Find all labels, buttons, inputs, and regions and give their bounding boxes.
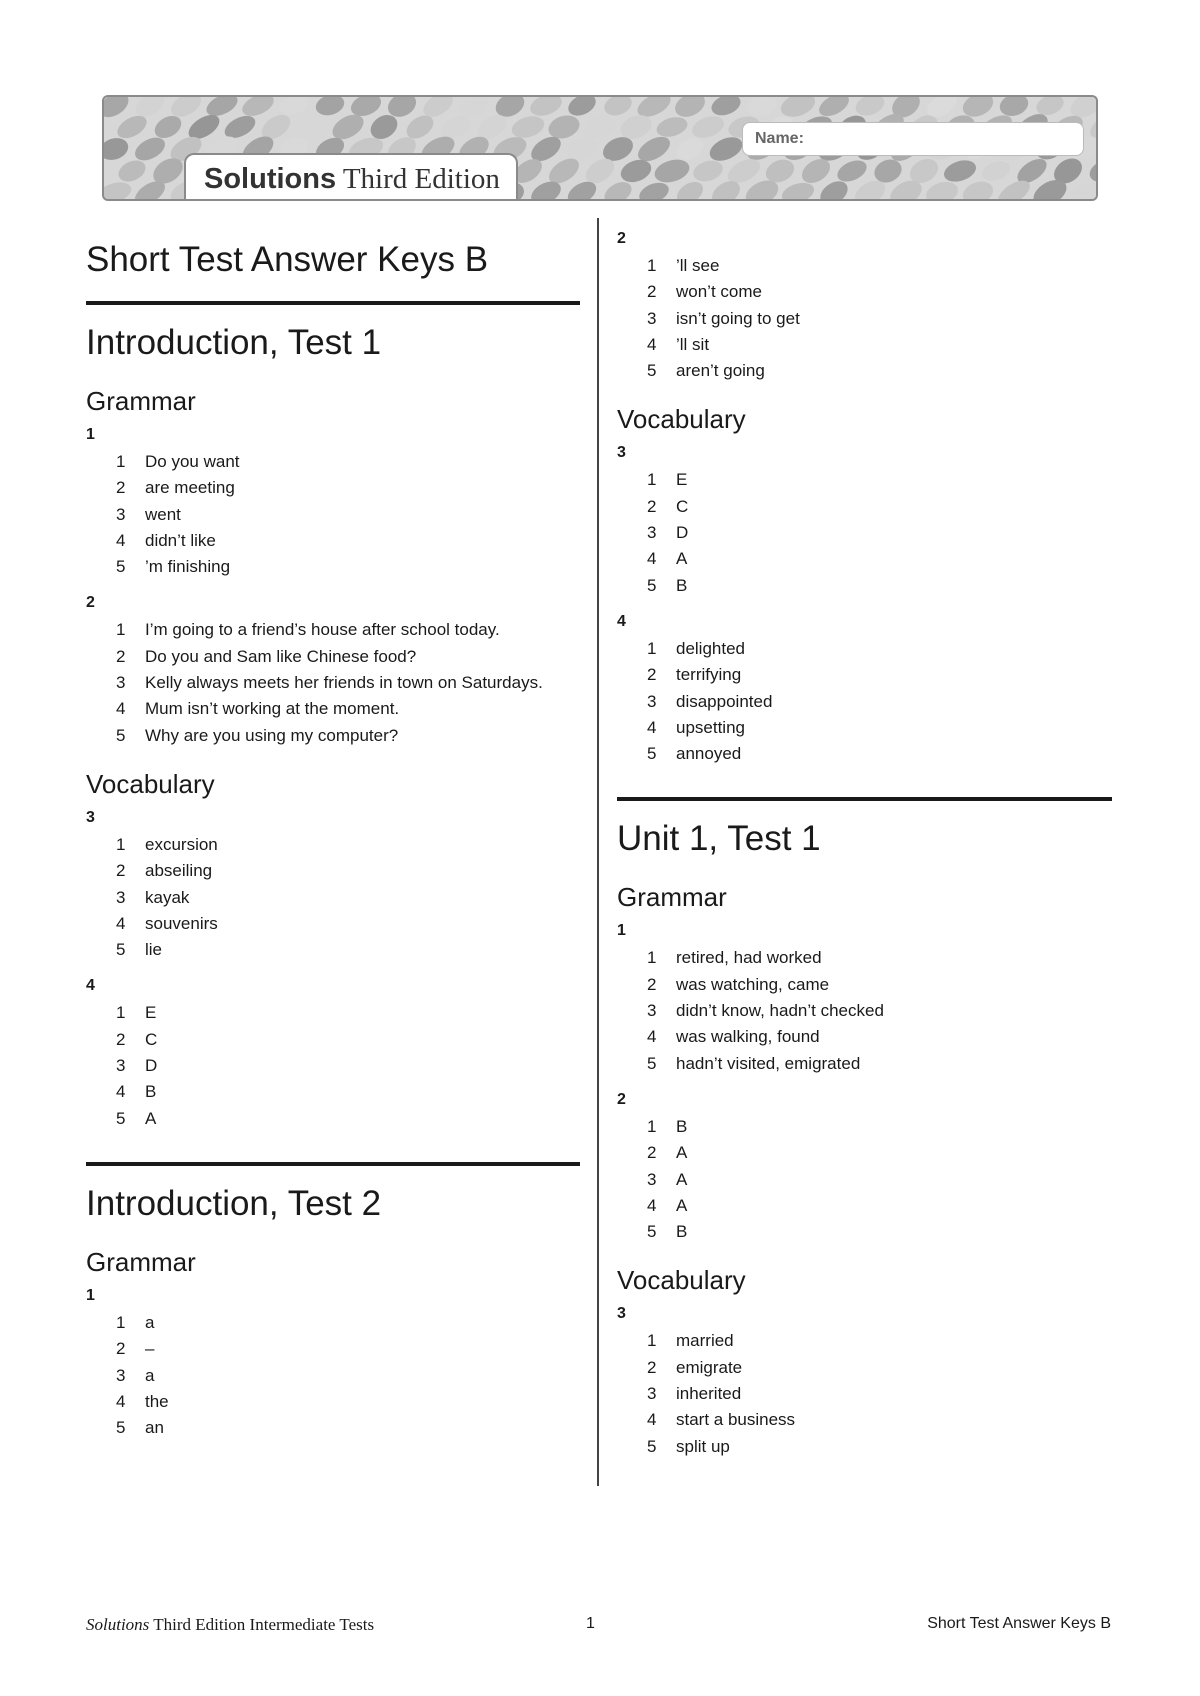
answer-number: 4 — [116, 913, 126, 933]
answer-number: 1 — [116, 452, 126, 471]
answer-list — [617, 945, 1112, 1076]
footer-book-title — [86, 1615, 374, 1635]
answer-text: went — [145, 504, 181, 524]
answer-text: a — [145, 1365, 155, 1385]
answer-item — [86, 1079, 580, 1105]
pebble-shape — [277, 97, 310, 118]
answer-item — [86, 723, 580, 749]
answer-number: 1 — [647, 1116, 657, 1136]
answer-text: abseiling — [145, 861, 213, 881]
answer-text: A — [676, 1169, 688, 1189]
answer-item — [86, 1000, 580, 1026]
answer-item — [617, 689, 1112, 715]
answer-number: 4 — [116, 699, 126, 719]
answer-text: C — [676, 496, 689, 516]
answer-item — [86, 858, 580, 884]
answer-text: ’m finishing — [145, 557, 231, 577]
answer-item — [617, 945, 1112, 971]
answer-number: 4 — [647, 1027, 657, 1047]
answer-item — [617, 1051, 1112, 1077]
answer-text: ’ll see — [676, 256, 720, 275]
section-intro-test-2 — [86, 1162, 580, 1441]
answer-text: won’t come — [676, 282, 762, 302]
grammar-heading: Grammar — [86, 1246, 196, 1277]
answer-item — [617, 358, 1112, 384]
answer-number: 4 — [116, 1082, 126, 1102]
exercise-number: 2 — [617, 230, 626, 247]
answer-text: split up — [676, 1436, 730, 1456]
answer-number: 5 — [647, 1222, 657, 1242]
answer-number: 4 — [116, 530, 126, 550]
answer-number: 3 — [647, 523, 657, 543]
brand-rest: Third Edition — [336, 163, 500, 195]
answer-number: 3 — [116, 673, 126, 693]
answer-item — [617, 998, 1112, 1024]
answer-text: A — [145, 1108, 157, 1128]
answer-number: 4 — [647, 334, 657, 354]
answer-text: aren’t going — [676, 361, 765, 381]
answer-list — [86, 1000, 580, 1131]
answer-text: delighted — [676, 638, 746, 658]
answer-number: 2 — [647, 496, 657, 516]
answer-number: 2 — [116, 646, 126, 666]
answer-list — [617, 253, 1112, 384]
brand-logo — [204, 163, 500, 196]
pebble-shape — [509, 113, 547, 142]
answer-number: 2 — [647, 1357, 657, 1377]
pebble-shape — [104, 179, 134, 199]
answer-number: 5 — [647, 744, 657, 764]
answer-text: excursion — [145, 834, 218, 854]
answer-item — [617, 279, 1112, 305]
pebble-shape — [104, 135, 131, 164]
answer-number: 3 — [647, 1169, 657, 1189]
vocabulary-heading: Vocabulary — [617, 404, 746, 435]
footer-italic: Solutions — [86, 1615, 150, 1634]
answer-number: 2 — [116, 861, 126, 881]
answer-item — [617, 741, 1112, 767]
answer-item — [86, 1106, 580, 1132]
grammar-heading: Grammar — [617, 882, 727, 913]
answer-text: Do you want — [145, 452, 240, 471]
answer-item — [617, 1355, 1112, 1381]
answer-number: 2 — [116, 1029, 126, 1049]
pebble-shape — [652, 156, 692, 186]
answer-text: a — [145, 1312, 155, 1332]
pebble-shape — [979, 158, 1012, 185]
pebble-shape — [654, 114, 689, 140]
answer-list — [617, 1328, 1112, 1459]
answer-item — [86, 1027, 580, 1053]
answer-number: 1 — [647, 1331, 657, 1351]
answer-number: 3 — [116, 504, 126, 524]
brand-bold: Solutions — [204, 163, 337, 195]
answer-text: was walking, found — [676, 1027, 820, 1047]
answer-text: start a business — [676, 1410, 796, 1430]
answer-number: 5 — [647, 1436, 657, 1456]
answer-number: 5 — [647, 575, 657, 595]
answer-number: 3 — [647, 691, 657, 711]
answer-item — [617, 546, 1112, 572]
answer-item — [617, 1434, 1112, 1460]
answer-number: 3 — [647, 1001, 657, 1021]
page-number: 1 — [586, 1615, 595, 1632]
answer-number: 2 — [647, 282, 657, 302]
answer-item — [86, 1310, 580, 1336]
answer-text: didn’t know, hadn’t checked — [676, 1001, 884, 1021]
answer-item — [617, 253, 1112, 279]
answer-number: 3 — [116, 887, 126, 907]
answer-item — [617, 332, 1112, 358]
answer-text: A — [676, 549, 688, 569]
answer-text: E — [145, 1003, 157, 1023]
answer-number: 4 — [647, 1195, 657, 1215]
answer-text: B — [676, 1222, 688, 1242]
answer-number: 1 — [647, 470, 657, 490]
answer-item — [617, 715, 1112, 741]
right-column — [617, 216, 1112, 1474]
answer-text: Do you and Sam like Chinese food? — [145, 646, 417, 666]
answer-item — [617, 1167, 1112, 1193]
exercise-number: 1 — [86, 426, 95, 443]
answer-text: D — [145, 1056, 158, 1076]
name-field[interactable] — [742, 122, 1084, 156]
pebble-shape — [1086, 156, 1096, 186]
name-label: Name: — [755, 130, 804, 147]
answer-list — [617, 1114, 1112, 1245]
answer-item — [86, 670, 580, 696]
left-column — [86, 216, 580, 1455]
answer-number: 1 — [647, 638, 657, 658]
answer-number: 1 — [647, 256, 657, 275]
pebble-shape — [115, 156, 149, 185]
answer-item — [86, 832, 580, 858]
pebble-shape — [673, 134, 707, 164]
answer-number: 1 — [116, 834, 126, 854]
answer-text: C — [145, 1029, 158, 1049]
exercise-number: 1 — [86, 1286, 95, 1304]
answer-text: married — [676, 1331, 734, 1351]
answer-number: 3 — [647, 1384, 657, 1404]
answer-item — [86, 696, 580, 722]
answer-text: – — [145, 1339, 155, 1359]
pebble-shape — [709, 97, 744, 119]
exercise-number: 1 — [617, 922, 626, 940]
answer-item — [86, 1415, 580, 1441]
answer-text: inherited — [676, 1384, 742, 1404]
answer-item — [86, 644, 580, 670]
answer-text: an — [145, 1418, 164, 1438]
section-title: Introduction, Test 2 — [86, 1183, 382, 1223]
answer-number: 2 — [647, 974, 657, 994]
answer-text: Mum isn’t working at the moment. — [145, 699, 400, 719]
answer-item — [617, 972, 1112, 998]
answer-item — [86, 1363, 580, 1389]
answer-number: 5 — [116, 940, 126, 960]
answer-item — [86, 617, 580, 643]
vocabulary-heading: Vocabulary — [617, 1265, 746, 1296]
answer-item — [617, 1193, 1112, 1219]
answer-text: D — [676, 523, 689, 543]
answer-list — [86, 449, 580, 580]
vocabulary-heading: Vocabulary — [86, 768, 215, 799]
exercise-number: 3 — [86, 808, 95, 826]
answer-text: ’ll sit — [676, 334, 710, 354]
pebble-shape — [691, 157, 726, 185]
answer-item — [617, 662, 1112, 688]
answer-item — [617, 1407, 1112, 1433]
answer-item — [617, 1140, 1112, 1166]
answer-number: 2 — [647, 665, 657, 685]
answer-item — [617, 1219, 1112, 1245]
answer-list — [617, 467, 1112, 598]
answer-number: 2 — [647, 1143, 657, 1163]
answer-number: 2 — [116, 478, 126, 498]
answer-item — [86, 1053, 580, 1079]
answer-text: A — [676, 1195, 688, 1215]
column-divider — [597, 218, 599, 1486]
answer-item — [86, 1336, 580, 1362]
answer-text: terrifying — [676, 665, 742, 685]
answer-item — [617, 520, 1112, 546]
answer-item — [617, 467, 1112, 493]
answer-text: B — [676, 1116, 688, 1136]
exercise-number: 2 — [86, 594, 95, 612]
answer-text: annoyed — [676, 744, 742, 764]
pebble-shape — [941, 157, 979, 186]
answer-text: emigrate — [676, 1357, 743, 1377]
answer-number: 5 — [116, 557, 126, 577]
grammar-heading: Grammar — [86, 386, 196, 416]
exercise-number: 3 — [617, 444, 626, 462]
answer-item — [617, 636, 1112, 662]
answer-item — [86, 502, 580, 528]
answer-number: 3 — [647, 308, 657, 328]
answer-number: 1 — [116, 1312, 126, 1332]
exercise-number: 4 — [617, 612, 626, 630]
answer-text: lie — [145, 940, 163, 960]
answer-number: 4 — [647, 1410, 657, 1430]
section-intro-test-1 — [86, 301, 580, 1132]
section-title: Unit 1, Test 1 — [617, 819, 821, 859]
answer-text: isn’t going to get — [676, 308, 800, 328]
pebble-shape — [744, 97, 779, 120]
answer-number: 3 — [116, 1365, 126, 1385]
pebble-shape — [581, 112, 618, 142]
answer-text: retired, had worked — [676, 948, 822, 968]
answer-list — [86, 617, 580, 748]
page-title: Short Test Answer Keys B — [86, 240, 489, 279]
section-unit-1-test-1 — [617, 797, 1112, 1459]
answer-text: are meeting — [145, 478, 235, 498]
exercise-number: 2 — [617, 1090, 626, 1108]
answer-item — [86, 937, 580, 963]
answer-item — [86, 528, 580, 554]
answer-item — [86, 885, 580, 911]
answer-list — [617, 636, 1112, 767]
answer-number: 4 — [647, 549, 657, 569]
answer-item — [86, 554, 580, 580]
answer-item — [617, 494, 1112, 520]
answer-item — [86, 911, 580, 937]
answer-text: I’m going to a friend’s house after school today. — [145, 620, 500, 640]
answer-text: was watching, came — [676, 974, 830, 994]
answer-item — [617, 1328, 1112, 1354]
answer-text: disappointed — [676, 691, 773, 711]
answer-text: the — [145, 1391, 169, 1411]
answer-text: kayak — [145, 887, 190, 907]
answer-number: 5 — [647, 1053, 657, 1073]
answer-number: 1 — [116, 620, 126, 640]
answer-text: B — [676, 575, 688, 595]
answer-item — [617, 1024, 1112, 1050]
answer-number: 2 — [116, 1339, 126, 1359]
answer-item — [617, 306, 1112, 332]
answer-item — [86, 449, 580, 475]
exercise-number: 4 — [86, 977, 95, 995]
answer-number: 1 — [647, 948, 657, 968]
answer-list — [86, 832, 580, 963]
answer-number: 5 — [116, 1418, 126, 1438]
answer-number: 5 — [647, 361, 657, 381]
answer-item — [86, 475, 580, 501]
answer-number: 3 — [116, 1056, 126, 1076]
answer-text: didn’t like — [145, 530, 216, 550]
answer-text: souvenirs — [145, 913, 218, 933]
footer-rest: Third Edition Intermediate Tests — [149, 1615, 375, 1634]
pebble-shape — [104, 97, 133, 122]
answer-text: Why are you using my computer? — [145, 725, 399, 745]
pebble-shape — [689, 112, 727, 142]
answer-number: 5 — [116, 725, 126, 745]
answer-text: Kelly always meets her friends in town on Saturdays. — [145, 673, 543, 693]
answer-item — [617, 1381, 1112, 1407]
answer-text: hadn’t visited, emigrated — [676, 1053, 861, 1073]
header-banner — [102, 95, 1098, 201]
answer-item — [617, 573, 1112, 599]
exercise-number: 3 — [617, 1305, 626, 1323]
answer-number: 1 — [116, 1003, 126, 1023]
answer-text: B — [145, 1082, 157, 1102]
answer-number: 4 — [116, 1391, 126, 1411]
section-title: Introduction, Test 1 — [86, 323, 382, 362]
answer-item — [617, 1114, 1112, 1140]
answer-number: 4 — [647, 717, 657, 737]
answer-text: E — [676, 470, 688, 490]
answer-list — [86, 1310, 580, 1441]
answer-number: 5 — [116, 1108, 126, 1128]
answer-text: upsetting — [676, 717, 745, 737]
answer-text: A — [676, 1143, 688, 1163]
footer-section-title: Short Test Answer Keys B — [927, 1615, 1111, 1632]
answer-item — [86, 1389, 580, 1415]
